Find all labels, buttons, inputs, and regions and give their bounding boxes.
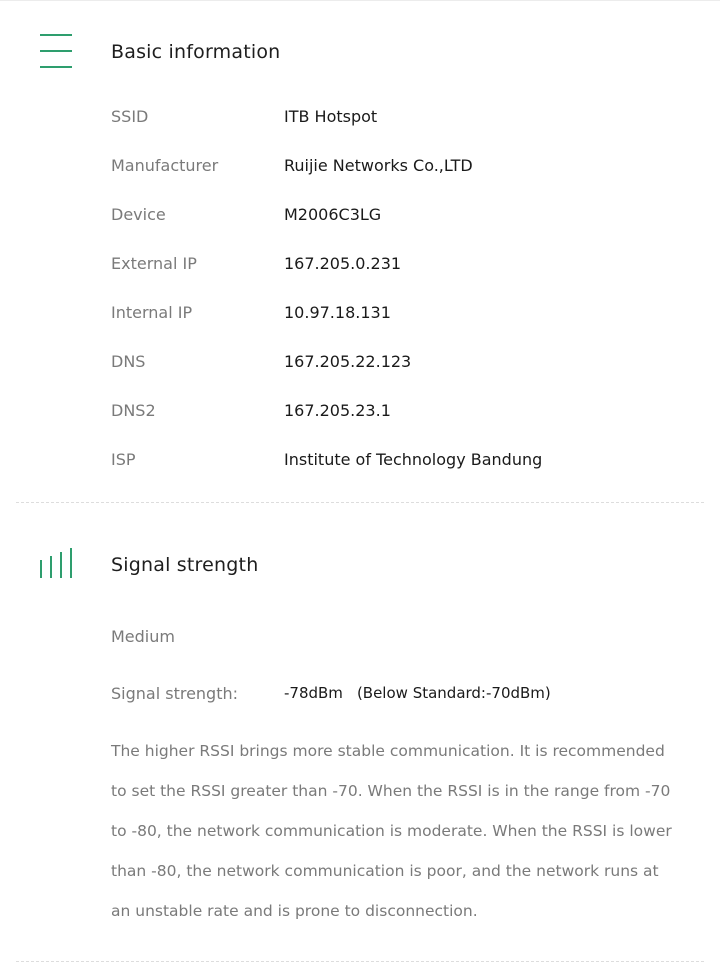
device-label: Device <box>111 205 166 224</box>
dns-value: 167.205.22.123 <box>284 352 412 371</box>
signal-standard-text: (Below Standard:-70dBm) <box>356 684 551 702</box>
signal-bars-icon <box>40 548 72 578</box>
isp-value: Institute of Technology Bandung <box>284 450 543 469</box>
ssid-value: ITB Hotspot <box>284 107 378 126</box>
section-divider <box>16 502 704 503</box>
signal-description: The higher RSSI brings more stable communication. It is recommended to set the RSSI greater than -70. When the RSSI is in the range from -70 to -80, the network communication is moderate. When the RSSI is lower than -80, the network communication is poor, and the network runs at an unstable rate and is prone to disconnection. <box>111 742 672 920</box>
signal-strength-value: -78dBm <box>284 684 343 702</box>
internal-ip-value: 10.97.18.131 <box>284 303 391 322</box>
external-ip-label: External IP <box>111 254 197 273</box>
signal-quality-text: Medium <box>111 627 175 646</box>
signal-strength-label: Signal strength: <box>111 684 239 703</box>
menu-icon <box>40 34 72 68</box>
bottom-divider <box>16 961 704 962</box>
external-ip-value: 167.205.0.231 <box>284 254 402 273</box>
device-value: M2006C3LG <box>284 205 382 224</box>
isp-label: ISP <box>111 450 136 469</box>
internal-ip-label: Internal IP <box>111 303 193 322</box>
signal-strength-title: Signal strength <box>111 554 259 576</box>
ssid-label: SSID <box>111 107 149 126</box>
dns-label: DNS <box>111 352 146 371</box>
manufacturer-label: Manufacturer <box>111 156 219 175</box>
basic-information-title: Basic information <box>111 41 281 63</box>
dns2-label: DNS2 <box>111 401 156 420</box>
dns2-value: 167.205.23.1 <box>284 401 391 420</box>
manufacturer-value: Ruijie Networks Co.,LTD <box>284 156 473 175</box>
top-divider <box>0 0 720 1</box>
signal-strength-reading <box>284 684 551 702</box>
